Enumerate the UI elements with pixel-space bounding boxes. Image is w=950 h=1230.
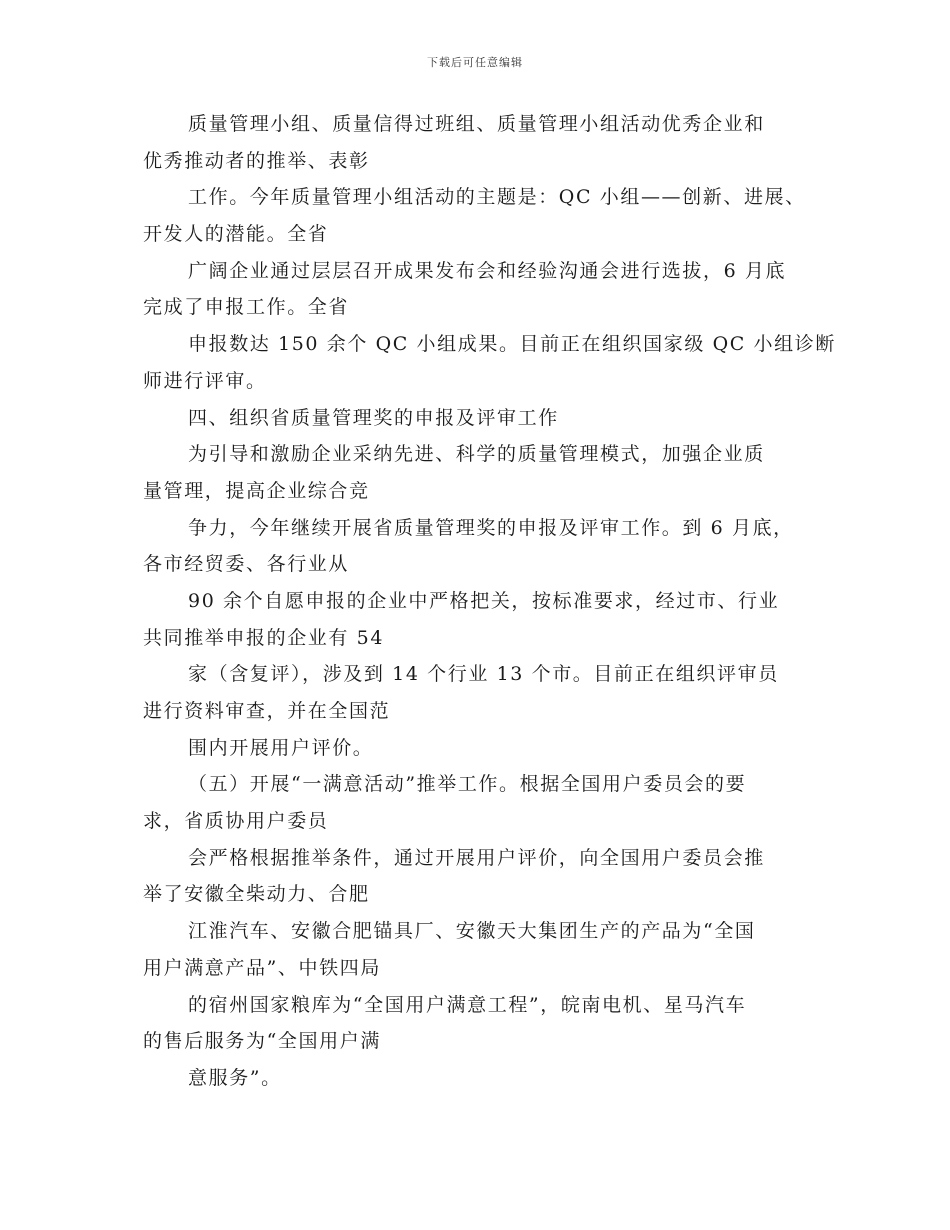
page-header: 下载后可任意编辑 xyxy=(427,56,523,69)
text-line: 用户满意产品”、中铁四局 xyxy=(143,956,381,979)
text-line: 求，省质协用户委员 xyxy=(143,810,329,833)
text-line: 的宿州国家粮库为“全国用户满意工程”，皖南电机、星马汽车 xyxy=(188,993,747,1016)
text-line: 江淮汽车、安徽合肥锚具厂、安徽天大集团生产的产品为“全国 xyxy=(188,920,756,943)
text-line: 完成了申报工作。全省 xyxy=(143,296,350,319)
text-line: 争力，今年继续开展省质量管理奖的申报及评审工作。到 6 月底， xyxy=(188,516,794,539)
text-line: 进行资料审查，并在全国范 xyxy=(143,700,391,722)
text-line: 会严格根据推举条件，通过开展用户评价，向全国用户委员会推 xyxy=(188,846,765,869)
section-heading: 四、组织省质量管理奖的申报及评审工作 xyxy=(188,406,559,429)
text-line: 广阔企业通过层层召开成果发布会和经验沟通会进行选拔，6 月底 xyxy=(188,259,787,282)
text-line: 的售后服务为“全国用户满 xyxy=(143,1030,381,1053)
text-line: 各市经贸委、各行业从 xyxy=(143,553,350,576)
text-line: 90 余个自愿申报的企业中严格把关，按标准要求，经过市、行业 xyxy=(188,589,780,612)
text-line: 优秀推动者的推举、表彰 xyxy=(143,149,370,172)
text-line: 围内开展用户评价。 xyxy=(188,736,374,759)
text-line: 申报数达 150 余个 QC 小组成果。目前正在组织国家级 QC 小组诊断 xyxy=(188,333,836,356)
text-line: 师进行评审。 xyxy=(143,369,267,392)
text-line: 量管理，提高企业综合竞 xyxy=(143,479,370,502)
text-line: 家（含复评），涉及到 14 个行业 13 个市。目前正在组织评审员 xyxy=(188,663,779,686)
text-line: 工作。今年质量管理小组活动的主题是：QC 小组——创新、进展、 xyxy=(188,186,806,209)
text-line: 意服务”。 xyxy=(188,1066,282,1089)
text-line: （五）开展“一满意活动”推举工作。根据全国用户委员会的要 xyxy=(188,773,747,796)
text-line: 开发人的潜能。全省 xyxy=(143,223,329,246)
text-line: 共同推举申报的企业有 54 xyxy=(143,626,385,649)
text-line: 质量管理小组、质量信得过班组、质量管理小组活动优秀企业和 xyxy=(188,113,765,135)
text-line: 为引导和激励企业采纳先进、科学的质量管理模式，加强企业质 xyxy=(188,443,765,466)
text-line: 举了安徽全柴动力、合肥 xyxy=(143,883,370,906)
document-body xyxy=(143,106,836,1097)
